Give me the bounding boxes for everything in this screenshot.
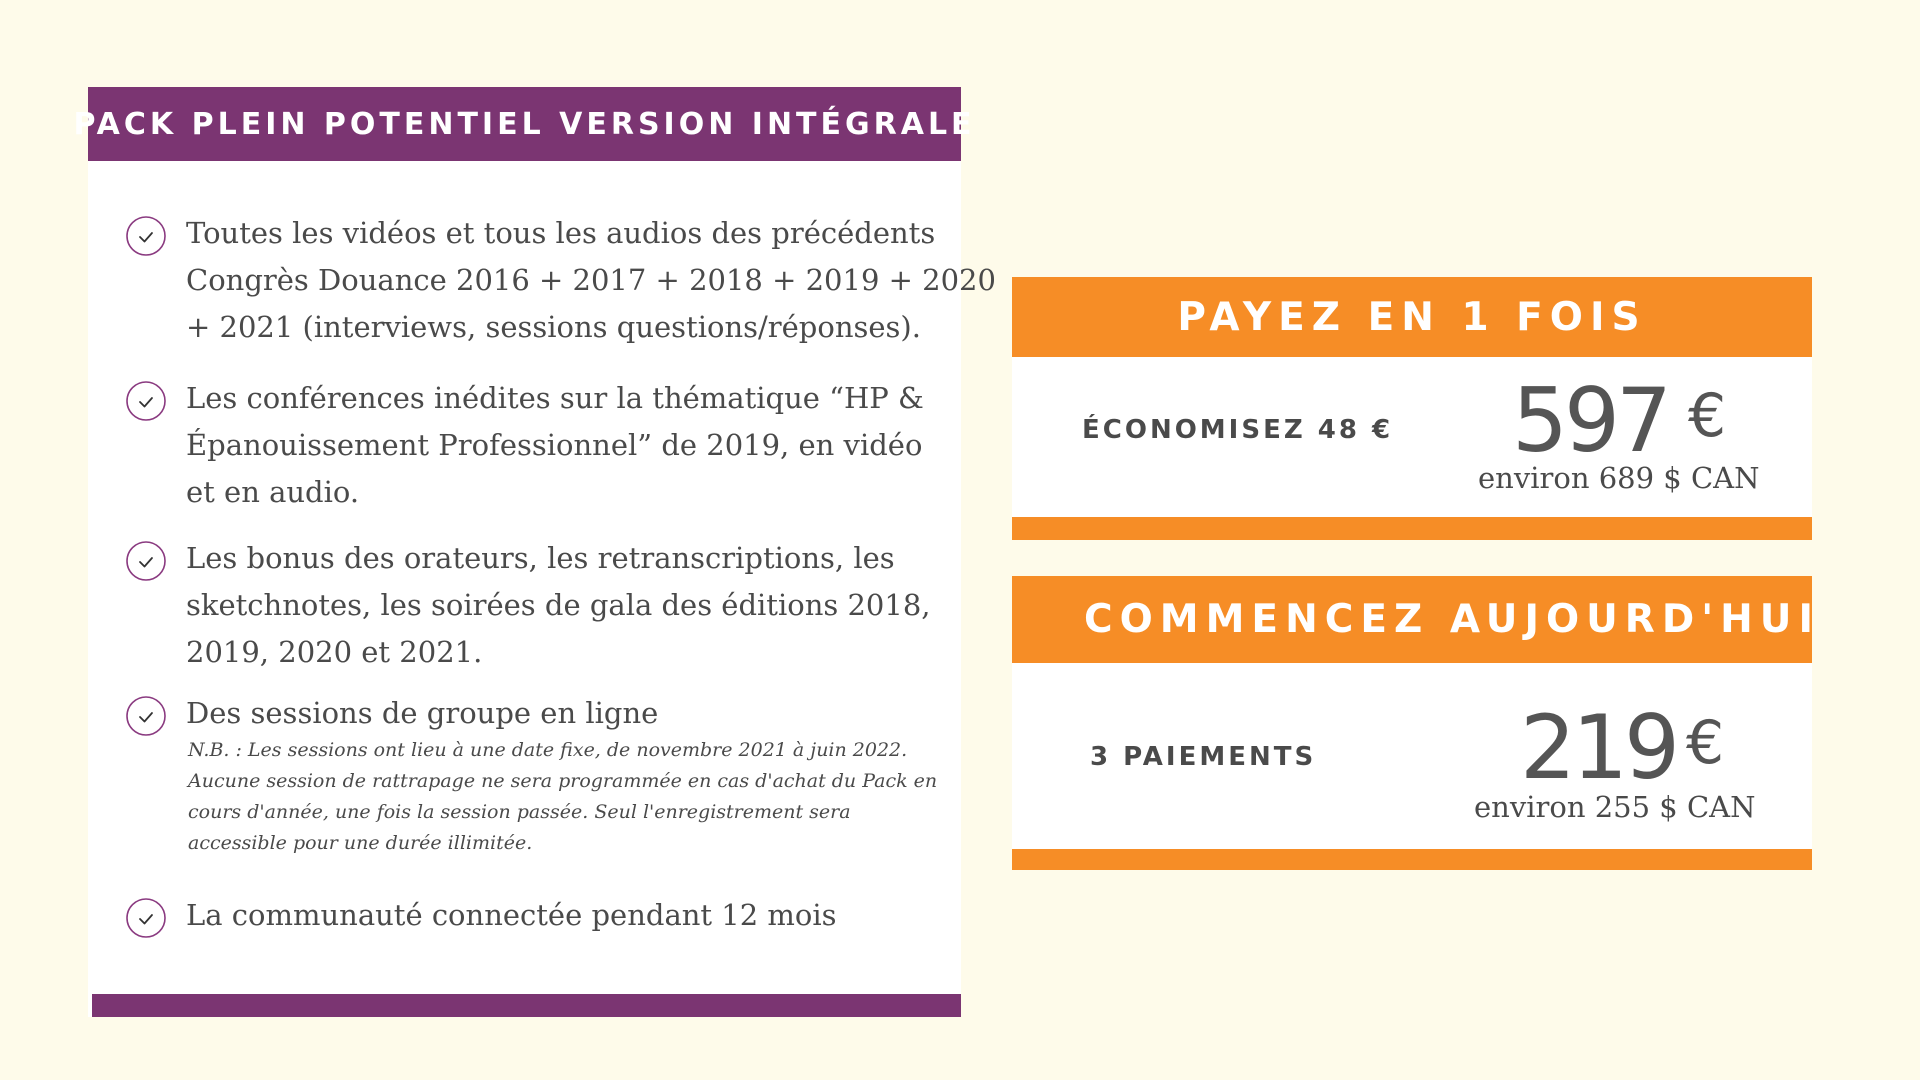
feature-line: Épanouissement Professionnel” de 2019, en vidéo <box>186 428 923 462</box>
feature-line: et en audio. <box>186 475 360 509</box>
offer-title: COMMENCEZ AUJOURD'HUI <box>1012 576 1812 663</box>
offer-title: PAYEZ EN 1 FOIS <box>1012 277 1812 357</box>
feature-note <box>188 735 938 859</box>
pack-title: PACK PLEIN POTENTIEL VERSION INTÉGRALE <box>88 87 961 161</box>
check-circle-icon <box>126 216 166 256</box>
feature-line: Congrès Douance 2016 + 2017 + 2018 + 2019 + 2020 <box>186 263 996 297</box>
offer-currency: € <box>1688 381 1727 451</box>
offer-tag: 3 PAIEMENTS <box>1090 742 1317 772</box>
pack-card <box>73 87 996 1017</box>
offer-footer-bar <box>1012 517 1812 540</box>
offer-amount: 219 <box>1520 696 1676 799</box>
offer-approx: environ 689 $ CAN <box>1478 461 1760 495</box>
note-line: N.B. : Les sessions ont lieu à une date fixe, de novembre 2021 à juin 2022. <box>188 739 908 761</box>
offer-card-three-payments[interactable] <box>1012 576 1820 870</box>
offer-currency: € <box>1686 708 1725 778</box>
note-line: accessible pour une durée illimitée. <box>188 832 533 854</box>
feature-line: Des sessions de groupe en ligne <box>186 696 659 730</box>
offer-card-single-payment[interactable] <box>1012 277 1812 540</box>
feature-line: Les bonus des orateurs, les retranscriptions, les <box>186 541 895 575</box>
feature-text <box>186 892 926 939</box>
offer-tag: ÉCONOMISEZ 48 € <box>1082 415 1394 445</box>
feature-text <box>186 210 996 351</box>
feature-line: La communauté connectée pendant 12 mois <box>186 898 837 932</box>
offer-amount: 597 <box>1512 369 1668 472</box>
pack-footer-bar <box>92 994 961 1017</box>
feature-text <box>186 690 926 737</box>
feature-line: 2019, 2020 et 2021. <box>186 635 483 669</box>
feature-text <box>186 375 926 516</box>
note-line: cours d'année, une fois la session passée. Seul l'enregistrement sera <box>188 801 851 823</box>
feature-line: + 2021 (interviews, sessions questions/réponses). <box>186 310 921 344</box>
check-circle-icon <box>126 541 166 581</box>
check-circle-icon <box>126 898 166 938</box>
feature-line: Les conférences inédites sur la thématique “HP & <box>186 381 924 415</box>
feature-line: sketchnotes, les soirées de gala des éditions 2018, <box>186 588 931 622</box>
feature-text <box>186 535 931 676</box>
offer-approx: environ 255 $ CAN <box>1474 790 1756 824</box>
feature-line: Toutes les vidéos et tous les audios des précédents <box>186 216 936 250</box>
note-line: Aucune session de rattrapage ne sera programmée en cas d'achat du Pack en <box>188 770 938 792</box>
offer-footer-bar <box>1012 849 1812 870</box>
check-circle-icon <box>126 696 166 736</box>
check-circle-icon <box>126 381 166 421</box>
